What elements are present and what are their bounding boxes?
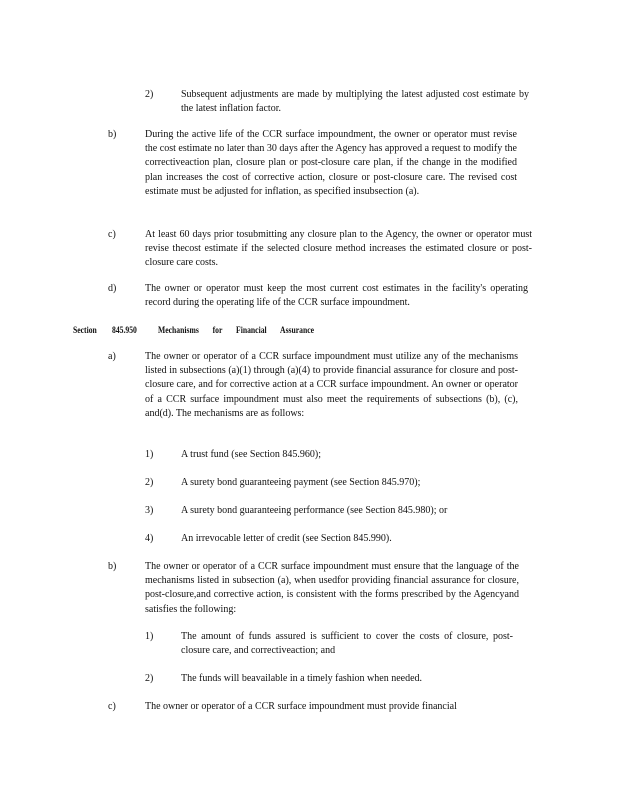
paragraph-label: c): [108, 229, 116, 240]
list-item-label: 2): [145, 477, 154, 488]
list-item-text: A trust fund (see Section 845.960);: [181, 449, 321, 460]
paragraph-label: c): [108, 701, 116, 712]
list-item-text: The amount of funds assured is sufficient to cover the costs of closure, post-closure care, and correctiveaction; and: [181, 631, 513, 657]
paragraph-text: The owner or operator must keep the most current cost estimates in the facility's operating record during the operating life of the CCR surface impoundment.: [145, 283, 528, 309]
list-item-text: An irrevocable letter of credit (see Section 845.990).: [181, 533, 392, 544]
list-item-label: 4): [145, 533, 154, 544]
list-item-text: A surety bond guaranteeing performance (see Section 845.980); or: [181, 505, 448, 516]
list-item-text: The funds will beavailable in a timely fashion when needed.: [181, 673, 423, 684]
item-text: Subsequent adjustments are made by multiplying the latest adjusted cost estimate by the latest inflation factor.: [181, 89, 529, 115]
list-item-label: 2): [145, 673, 154, 684]
section-number: 845.950: [112, 325, 137, 335]
paragraph-text: The owner or operator of a CCR surface impoundment must utilize any of the mechanisms listed in subsections (a)(1) through (a)(4) to provide financial assurance for closure and post-closure care, and for corrective action at a CCR surface impoundment. An owner or operator of a CCR surface impoundment must also meet the requirements of subsections (b), (c), and(d). The mechanisms are as follows:: [145, 351, 518, 419]
list-item-text: A surety bond guaranteeing payment (see Section 845.970);: [181, 477, 421, 488]
paragraph-text: At least 60 days prior tosubmitting any closure plan to the Agency, the owner or operator must revise thecost estimate if the selected closure method increases the estimated closure or post-closure care costs.: [145, 229, 532, 269]
paragraph-text: The owner or operator of a CCR surface impoundment must ensure that the language of the mechanisms listed in subsection (a), when usedfor providing financial assurance for closure, post-closure,and corrective action, is consistent with the forms prescribed by the Agencyand satisfies the following:: [145, 561, 519, 615]
paragraph-label: b): [108, 129, 117, 140]
paragraph-label: b): [108, 561, 117, 572]
list-item-label: 1): [145, 449, 154, 460]
paragraph-text: The owner or operator of a CCR surface impoundment must provide financial: [145, 701, 457, 712]
list-item-label: 1): [145, 631, 154, 642]
section-label: Section: [73, 325, 97, 335]
paragraph-label: d): [108, 283, 117, 294]
paragraph-text: During the active life of the CCR surface impoundment, the owner or operator must revise the cost estimate no later than 30 days after the Agency has approved a request to modify the correctiveaction plan, closure plan or post-closure care plan, if the change in the modified plan increases the cost of corrective action, closure or post-closure care. The revised cost estimate must be adjusted for inflation, as specified insubsection (a).: [145, 129, 517, 197]
item-label: 2): [145, 89, 154, 100]
list-item-label: 3): [145, 505, 154, 516]
section-title: Mechanisms for Financial Assurance: [158, 325, 315, 335]
paragraph-label: a): [108, 351, 116, 362]
